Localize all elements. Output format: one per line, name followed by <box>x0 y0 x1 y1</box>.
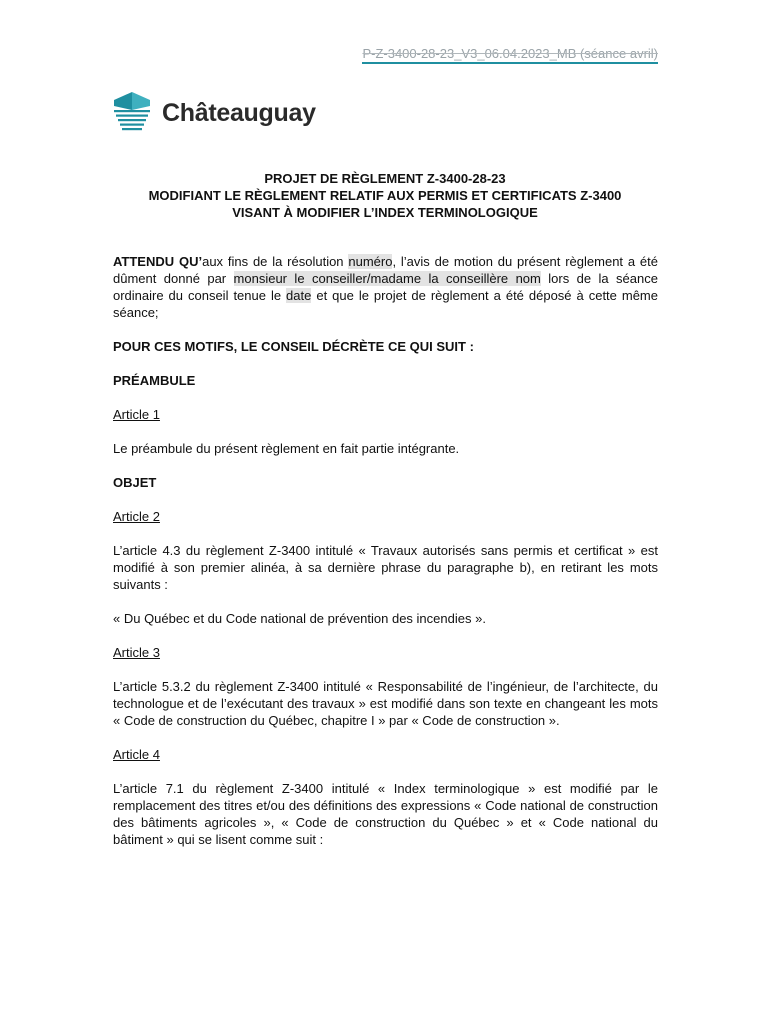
attendu-lead: ATTENDU QU’ <box>113 254 203 269</box>
article-3-label: Article 3 <box>113 645 160 660</box>
motifs-heading: POUR CES MOTIFS, LE CONSEIL DÉCRÈTE CE QUI SUIT : <box>113 339 474 354</box>
article-2-text: L’article 4.3 du règlement Z-3400 intitulé « Travaux autorisés sans permis et certificat » est modifié à son premier alinéa, à sa dernière phrase du paragraphe b), en retirant les mots suivants : <box>113 543 658 592</box>
attendu-text-2: , l’avis de motion du présent règlement a été dûment donné par <box>113 254 658 286</box>
title-line-2: MODIFIANT LE RÈGLEMENT RELATIF AUX PERMIS ET CERTIFICATS Z-3400 <box>148 188 622 203</box>
article-1-text: Le préambule du présent règlement en fait partie intégrante. <box>113 441 460 456</box>
article-2-quote: « Du Québec et du Code national de prévention des incendies ». <box>113 611 486 626</box>
resolution-number-field: numéro <box>348 254 393 269</box>
logo-text: Châteauguay <box>162 98 316 127</box>
objet-heading: OBJET <box>113 475 157 490</box>
article-2-label: Article 2 <box>113 509 160 524</box>
attendu-text-1: aux fins de la résolution <box>202 254 349 269</box>
article-4-label: Article 4 <box>113 747 160 762</box>
article-1-label: Article 1 <box>113 407 160 422</box>
article-3-text: L’article 5.3.2 du règlement Z-3400 intitulé « Responsabilité de l’ingénieur, de l’architecte, du technologue et de l’exécutant des travaux » est modifié dans son texte en changeant les mots « Code de construction du Québec, chapitre I » par « Code de construction ». <box>113 679 658 728</box>
attendu-text-4: et que le projet de règlement a été déposé à cette même séance; <box>113 288 658 320</box>
attendu-text-3: lors de la séance ordinaire du conseil tenue le <box>113 271 658 303</box>
file-reference: P-Z-3400-28-23_V3_06.04.2023_MB (séance avril) <box>362 46 658 64</box>
councillor-name-field: monsieur le conseiller/madame la conseillère nom <box>233 271 541 286</box>
document-title <box>112 170 658 221</box>
title-line-3: VISANT À MODIFIER L’INDEX TERMINOLOGIQUE <box>232 205 538 220</box>
chateauguay-logo-icon <box>112 92 152 134</box>
attendu-paragraph <box>113 253 658 321</box>
document-body <box>113 253 658 848</box>
city-logo <box>112 92 316 134</box>
meeting-date-field: date <box>286 288 312 303</box>
title-line-1: PROJET DE RÈGLEMENT Z-3400-28-23 <box>264 171 506 186</box>
article-4-text: L’article 7.1 du règlement Z-3400 intitulé « Index terminologique » est modifié par le remplacement des titres et/ou des définitions des expressions « Code national de construction des bâtiments agricoles », « Code de construction du Québec » et « Code national du bâtiment » qui se lisent comme suit : <box>113 781 658 847</box>
preambule-heading: PRÉAMBULE <box>113 373 196 388</box>
